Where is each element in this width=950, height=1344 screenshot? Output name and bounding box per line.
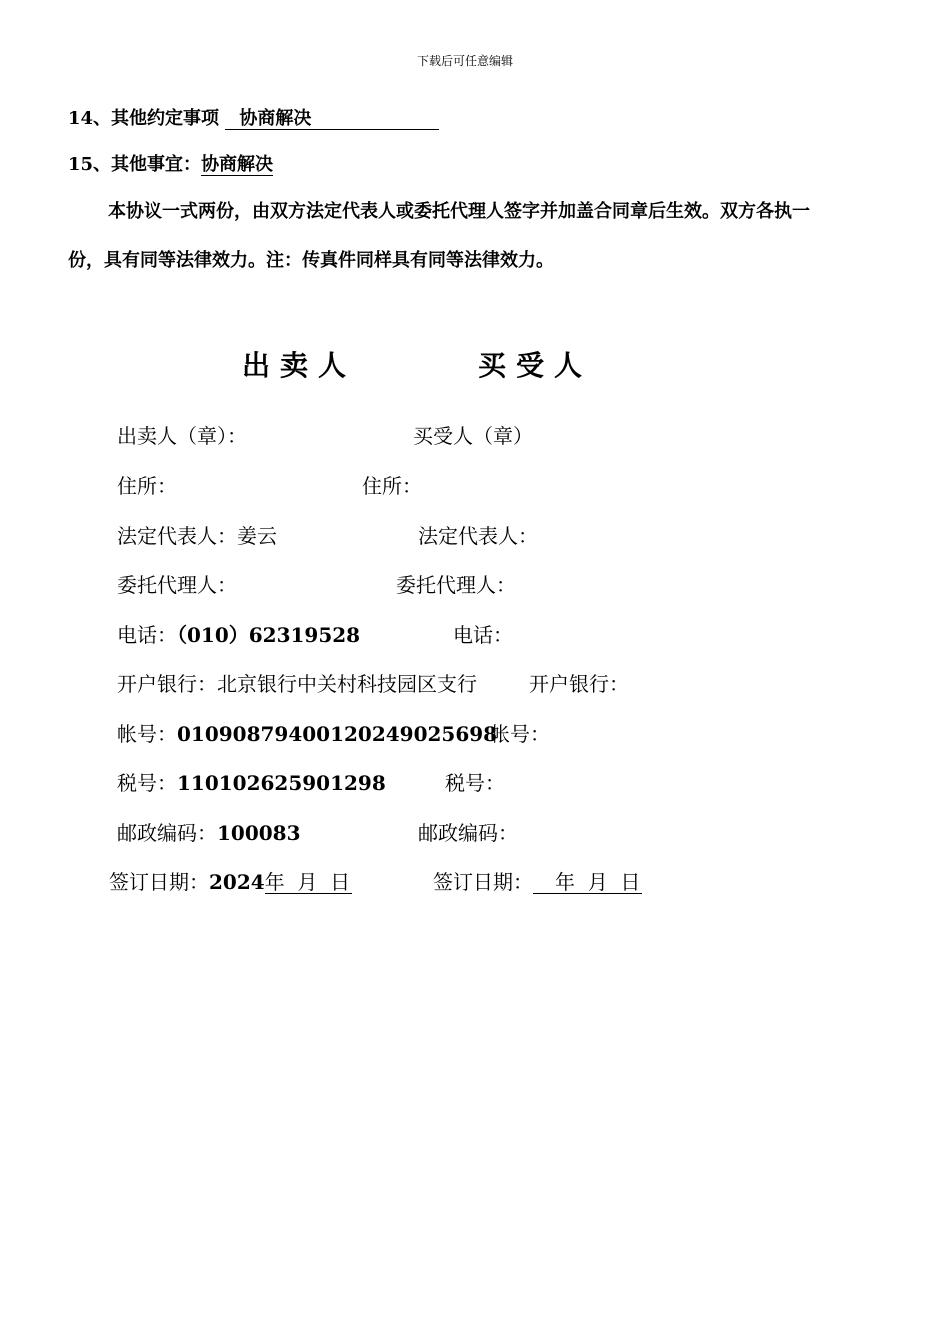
seller-account bbox=[117, 718, 497, 747]
item-15-label: 15、其他事宜： bbox=[68, 154, 202, 175]
buyer-seal: 买受人（章） bbox=[413, 424, 533, 448]
buyer-tax: 税号： bbox=[445, 771, 505, 795]
seller-sign-date bbox=[109, 866, 352, 895]
seller-postal-label: 邮政编码： bbox=[117, 821, 217, 845]
seller-address: 住所： bbox=[117, 474, 177, 498]
buyer-date-label: 签订日期： bbox=[433, 870, 533, 894]
agreement-line-2: 份，具有同等法律效力。注：传真件同样具有同等法律效力。 bbox=[68, 250, 554, 271]
seller-phone-label: 电话： bbox=[117, 623, 177, 647]
seller-account-label: 帐号： bbox=[117, 722, 177, 746]
buyer-postal: 邮政编码： bbox=[418, 821, 518, 845]
buyer-date-rest: 年 月 日 bbox=[533, 871, 642, 894]
item-14-label: 14、其他约定事项 bbox=[68, 108, 220, 129]
seller-postal bbox=[117, 817, 301, 846]
item-15-value: 协商解决 bbox=[201, 154, 274, 175]
seller-date-rest: 年 月 日 bbox=[264, 870, 351, 894]
item-14-value: 协商解决 bbox=[225, 109, 439, 130]
seller-tax bbox=[117, 767, 386, 796]
seller-date-year: 2024 bbox=[209, 870, 265, 894]
seller-heading: 出卖人 bbox=[242, 349, 357, 382]
seller-phone-value: （010）62319528 bbox=[177, 623, 361, 647]
buyer-legal-rep: 法定代表人： bbox=[418, 524, 538, 548]
item-14 bbox=[68, 104, 439, 130]
header-note: 下载后可任意编辑 bbox=[416, 54, 513, 68]
buyer-sign-date bbox=[433, 866, 642, 895]
seller-agent: 委托代理人： bbox=[117, 573, 237, 597]
buyer-heading: 买受人 bbox=[478, 349, 593, 382]
seller-tax-label: 税号： bbox=[117, 771, 177, 795]
buyer-account: 帐号： bbox=[490, 722, 550, 746]
seller-bank: 开户银行：北京银行中关村科技园区支行 bbox=[117, 672, 477, 696]
seller-account-value: 01090879400120249025698 bbox=[177, 722, 498, 746]
buyer-phone: 电话： bbox=[453, 623, 513, 647]
seller-date-label: 签订日期： bbox=[109, 870, 209, 894]
buyer-address: 住所： bbox=[362, 474, 422, 498]
seller-tax-value: 110102625901298 bbox=[177, 771, 386, 795]
seller-seal: 出卖人（章）： bbox=[117, 424, 247, 448]
buyer-bank: 开户银行： bbox=[529, 672, 629, 696]
seller-legal-rep: 法定代表人：姜云 bbox=[117, 524, 277, 548]
item-15 bbox=[68, 150, 273, 176]
seller-phone bbox=[117, 619, 360, 648]
agreement-line-1: 本协议一式两份，由双方法定代表人或委托代理人签字并加盖合同章后生效。双方各执一 bbox=[108, 201, 810, 222]
seller-postal-value: 100083 bbox=[217, 821, 301, 845]
buyer-agent: 委托代理人： bbox=[396, 573, 516, 597]
